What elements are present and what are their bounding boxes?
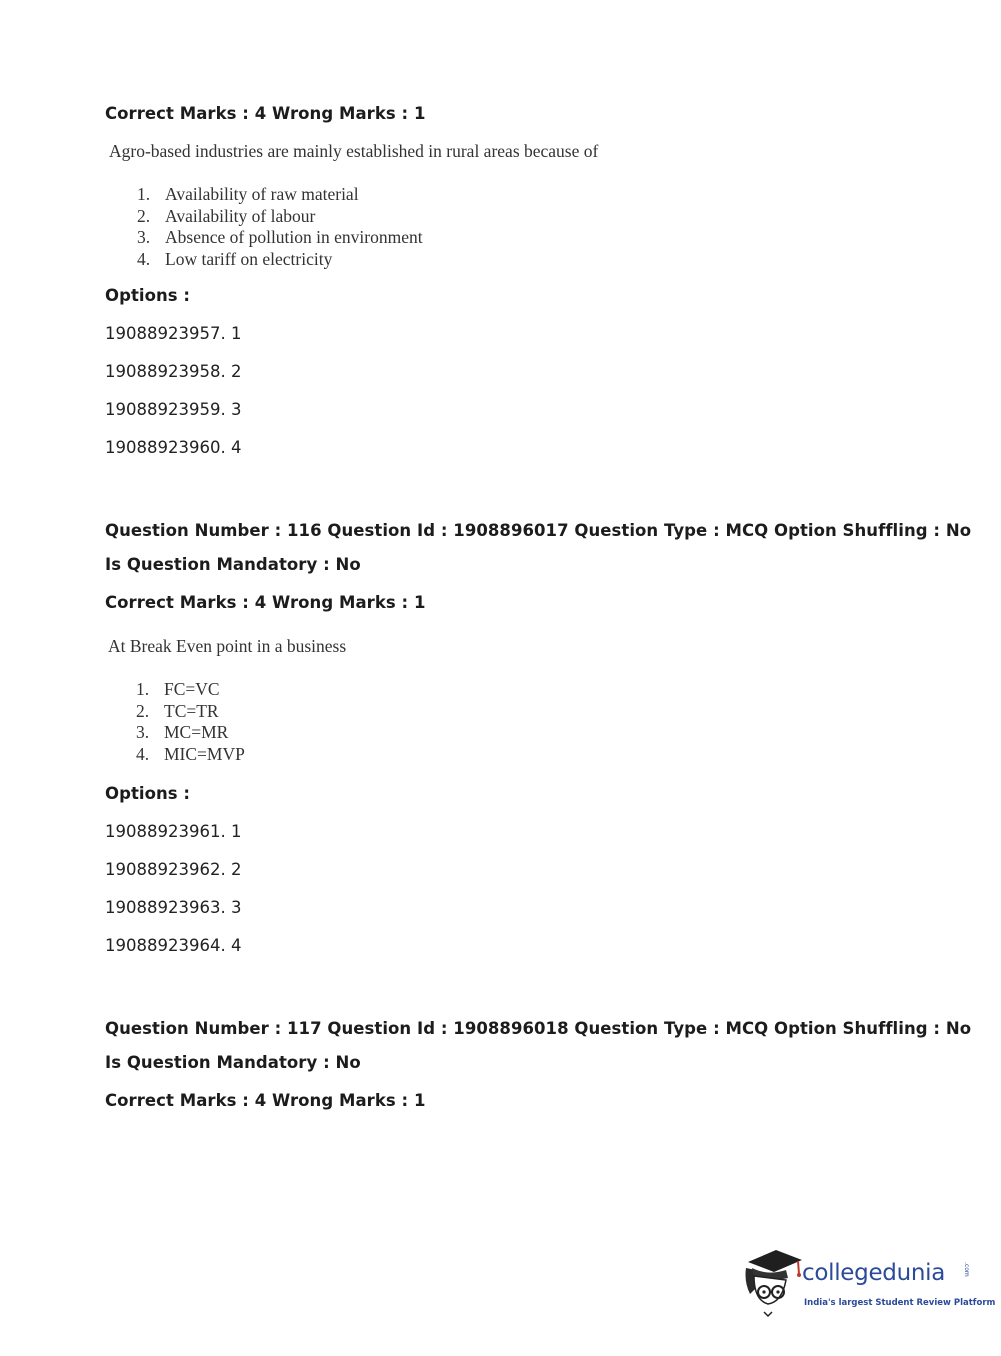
mandatory-line: Is Question Mandatory : No <box>105 555 361 574</box>
list-item: 3. Absence of pollution in environment <box>137 227 423 247</box>
mandatory-line: Is Question Mandatory : No <box>105 1053 361 1072</box>
list-item: 1. FC=VC <box>136 679 220 699</box>
collegedunia-logo <box>742 1248 996 1318</box>
marks-line: Correct Marks : 4 Wrong Marks : 1 <box>105 1091 426 1110</box>
option-item: 19088923960. 4 <box>105 438 242 457</box>
marks-line: Correct Marks : 4 Wrong Marks : 1 <box>105 593 426 612</box>
option-item: 19088923963. 3 <box>105 898 242 917</box>
option-item: 19088923962. 2 <box>105 860 242 879</box>
question-list <box>136 679 245 765</box>
option-item: 19088923961. 1 <box>105 822 242 841</box>
question-header: Question Number : 117 Question Id : 1908896018 Question Type : MCQ Option Shuffling : No <box>105 1019 972 1038</box>
logo-suffix: .com <box>963 1262 970 1277</box>
list-item: 2. TC=TR <box>136 700 219 721</box>
question-text: At Break Even point in a business <box>108 636 347 656</box>
marks-line: Correct Marks : 4 Wrong Marks : 1 <box>105 104 426 123</box>
mascot-icon <box>742 1248 804 1318</box>
list-item: 2. Availability of labour <box>137 205 316 226</box>
list-item: 3. MC=MR <box>136 722 229 742</box>
options-label: Options : <box>105 784 191 803</box>
logo-tagline: India's largest Student Review Platform <box>804 1298 996 1308</box>
question-text: Agro-based industries are mainly established in rural areas because of <box>109 141 599 161</box>
list-item: 4. MIC=MVP <box>136 743 245 764</box>
option-item: 19088923959. 3 <box>105 400 242 419</box>
list-item: 4. Low tariff on electricity <box>137 248 333 269</box>
option-item: 19088923957. 1 <box>105 324 242 343</box>
option-item: 19088923958. 2 <box>105 362 242 381</box>
list-item: 1. Availability of raw material <box>137 184 359 204</box>
option-item: 19088923964. 4 <box>105 936 242 955</box>
logo-name: collegedunia <box>802 1260 946 1286</box>
question-header: Question Number : 116 Question Id : 1908896017 Question Type : MCQ Option Shuffling : No <box>105 521 972 540</box>
question-list <box>137 184 423 270</box>
options-label: Options : <box>105 286 191 305</box>
